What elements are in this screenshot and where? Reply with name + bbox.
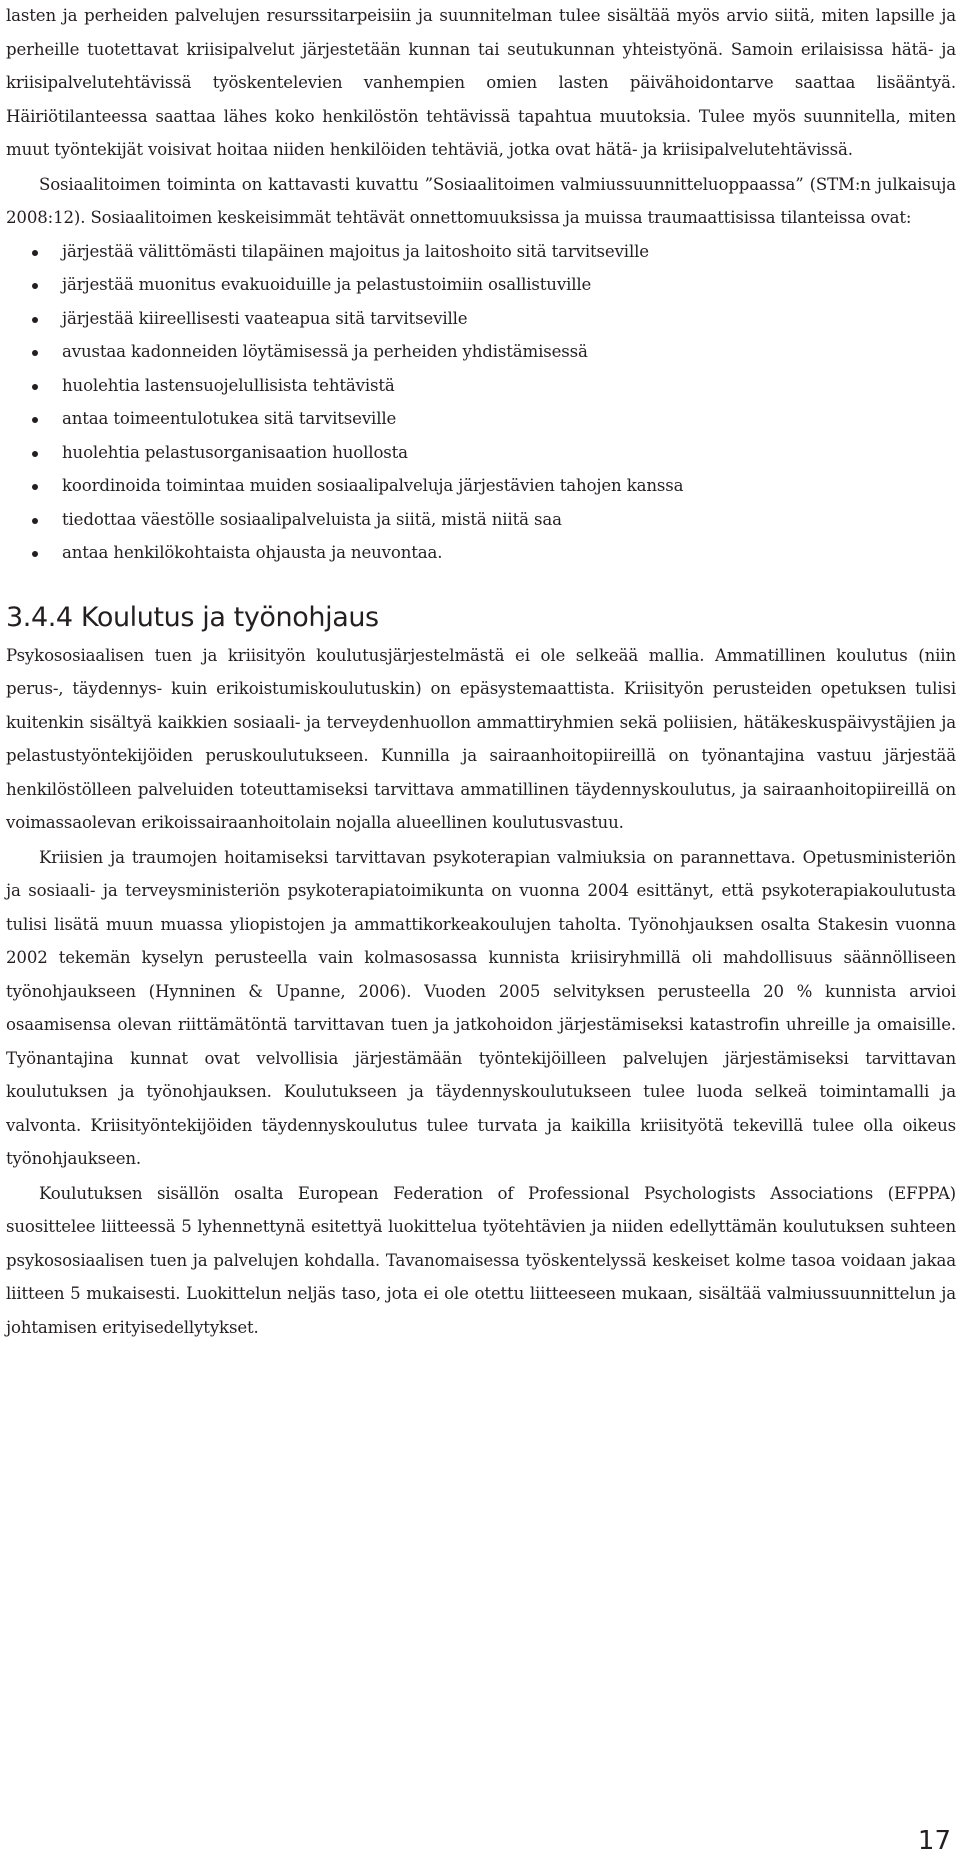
list-item-text: järjestää kiireellisesti vaateapua sitä tarvitseville	[62, 308, 468, 328]
bullet-icon	[32, 283, 38, 289]
bullet-icon	[32, 551, 38, 557]
list-item	[6, 335, 956, 369]
section-paragraph-3: Koulutuksen sisällön osalta European Federation of Professional Psychologists Associations (EFPPA) suosittelee liitteessä 5 lyhennettynä esitettyä luokittelua työtehtävien ja niiden edellyttämän koulutuksen suhteen psykososiaalisen tuen ja palvelujen kohdalla. Tavanomaisessa työskentelyssä keskeiset kolme tasoa voidaan jakaa liitteen 5 mukaisesti. Luokittelun neljäs taso, jota ei ole otettu liitteeseen mukaan, sisältää valmiussuunnittelun ja johtamisen erityisedellytykset.	[6, 1183, 956, 1337]
intro-paragraph-1: lasten ja perheiden palvelujen resurssitarpeisiin ja suunnitelman tulee sisältää myös arvio siitä, miten lapsille ja perheille tuotettavat kriisipalvelut järjestetään kunnan tai seutukunnan yhteistyönä. Samoin erilaisissa hätä- ja kriisipalvelutehtävissä työskentelevien vanhempien omien lasten päivähoidontarve saattaa lisääntyä. Häiriötilanteessa saattaa lähes koko henkilöstön tehtävissä tapahtua muutoksia. Tulee myös suunnitella, miten muut työntekijät voisivat hoitaa niiden henkilöiden tehtäviä, jotka ovat hätä- ja kriisipalvelutehtävissä.	[6, 6, 956, 159]
section-paragraph-2: Kriisien ja traumojen hoitamiseksi tarvittavan psykoterapian valmiuksia on parannettava. Opetusministeriön ja sosiaali- ja terveysministeriön psykoterapiatoimikunta on vuonna 2004 esittänyt, että psykoterapiakoulutusta tulisi lisätä muun muassa yliopistojen ja ammattikorkeakoulujen taholta. Työnohjauksen osalta Stakesin vuonna 2002 tekemän kyselyn perusteella vain kolmasosassa kunnista kriisiryhmillä oli mahdollisuus säännölliseen työnohjaukseen (Hynninen & Upanne, 2006). Vuoden 2005 selvityksen perusteella 20 % kunnista arvioi osaamisensa olevan riittämätöntä tarvittavan tuen ja jatkohoidon järjestämiseksi katastrofin uhreille ja omaisille. Työnantajina kunnat ovat velvollisia järjestämään työntekijöilleen palvelujen järjestämiseksi tarvittavan koulutuksen ja työnohjauksen. Koulutukseen ja täydennyskoulutukseen tulee luoda selkeä toimintamalli ja valvonta. Kriisityöntekijöiden täydennyskoulutus tulee turvata ja kaikilla kriisityötä tekevillä tulee olla oikeus työnohjaukseen.	[6, 847, 956, 1168]
list-item-text: antaa henkilökohtaista ohjausta ja neuvontaa.	[62, 543, 443, 562]
bullet-icon	[32, 250, 38, 256]
list-item	[6, 369, 956, 403]
bullet-icon	[32, 518, 38, 524]
list-item	[6, 268, 956, 302]
bullet-icon	[32, 317, 38, 323]
page-number: 17	[917, 1826, 951, 1856]
list-item-text: järjestää välittömästi tilapäinen majoitus ja laitoshoito sitä tarvitseville	[62, 241, 649, 261]
section-paragraph-1: Psykososiaalisen tuen ja kriisityön koulutusjärjestelmästä ei ole selkeää mallia. Ammatillinen koulutus (niin perus-, täydennys- kuin erikoistumiskoulutuskin) on epäsystemaattista. Kriisityön perusteiden opetuksen tulisi kuitenkin sisältyä kaikkien sosiaali- ja terveydenhuollon ammattiryhmien sekä poliisien, hätäkeskuspäivystäjien ja pelastustyöntekijöiden peruskoulutukseen. Kunnilla ja sairaanhoitopiireillä on työnantajina vastuu järjestää henkilöstölleen palveluiden toteuttamiseksi tarvittava ammatillinen täydennyskoulutus, ja sairaanhoitopiireillä on voimassaolevan erikoissairaanhoitolain nojalla alueellinen koulutusvastuu.	[6, 645, 956, 832]
list-item-text: järjestää muonitus evakuoiduille ja pelastustoimiin osallistuville	[62, 275, 592, 294]
list-item	[6, 536, 956, 570]
document-page	[6, 0, 956, 1344]
list-item	[6, 235, 956, 269]
list-item-text: avustaa kadonneiden löytämisessä ja perheiden yhdistämisessä	[62, 342, 588, 361]
list-item-text: antaa toimeentulotukea sitä tarvitseville	[62, 409, 397, 428]
bullet-icon	[32, 384, 38, 390]
list-item-text: huolehtia pelastusorganisaation huollosta	[62, 442, 408, 462]
list-item	[6, 503, 956, 537]
bullet-icon	[32, 451, 38, 457]
list-item-text: koordinoida toimintaa muiden sosiaalipalveluja järjestävien tahojen kanssa	[62, 476, 684, 495]
tasks-bullet-list	[6, 235, 956, 570]
list-item-text: huolehtia lastensuojelullisista tehtävistä	[62, 375, 395, 395]
list-item-text: tiedottaa väestölle sosiaalipalveluista ja siitä, mistä niitä saa	[62, 509, 562, 529]
bullet-icon	[32, 350, 38, 356]
bullet-icon	[32, 484, 38, 490]
intro-paragraph-2: Sosiaalitoimen toiminta on kattavasti kuvattu ”Sosiaalitoimen valmiussuunnitteluoppaassa” (STM:n julkaisuja 2008:12). Sosiaalitoimen keskeisimmät tehtävät onnettomuuksissa ja muissa traumaattisissa tilanteissa ovat:	[6, 174, 956, 227]
list-item	[6, 302, 956, 336]
bullet-icon	[32, 417, 38, 423]
list-item	[6, 436, 956, 470]
section-heading: 3.4.4 Koulutus ja työnohjaus	[6, 601, 379, 633]
list-item	[6, 469, 956, 503]
list-item	[6, 402, 956, 436]
